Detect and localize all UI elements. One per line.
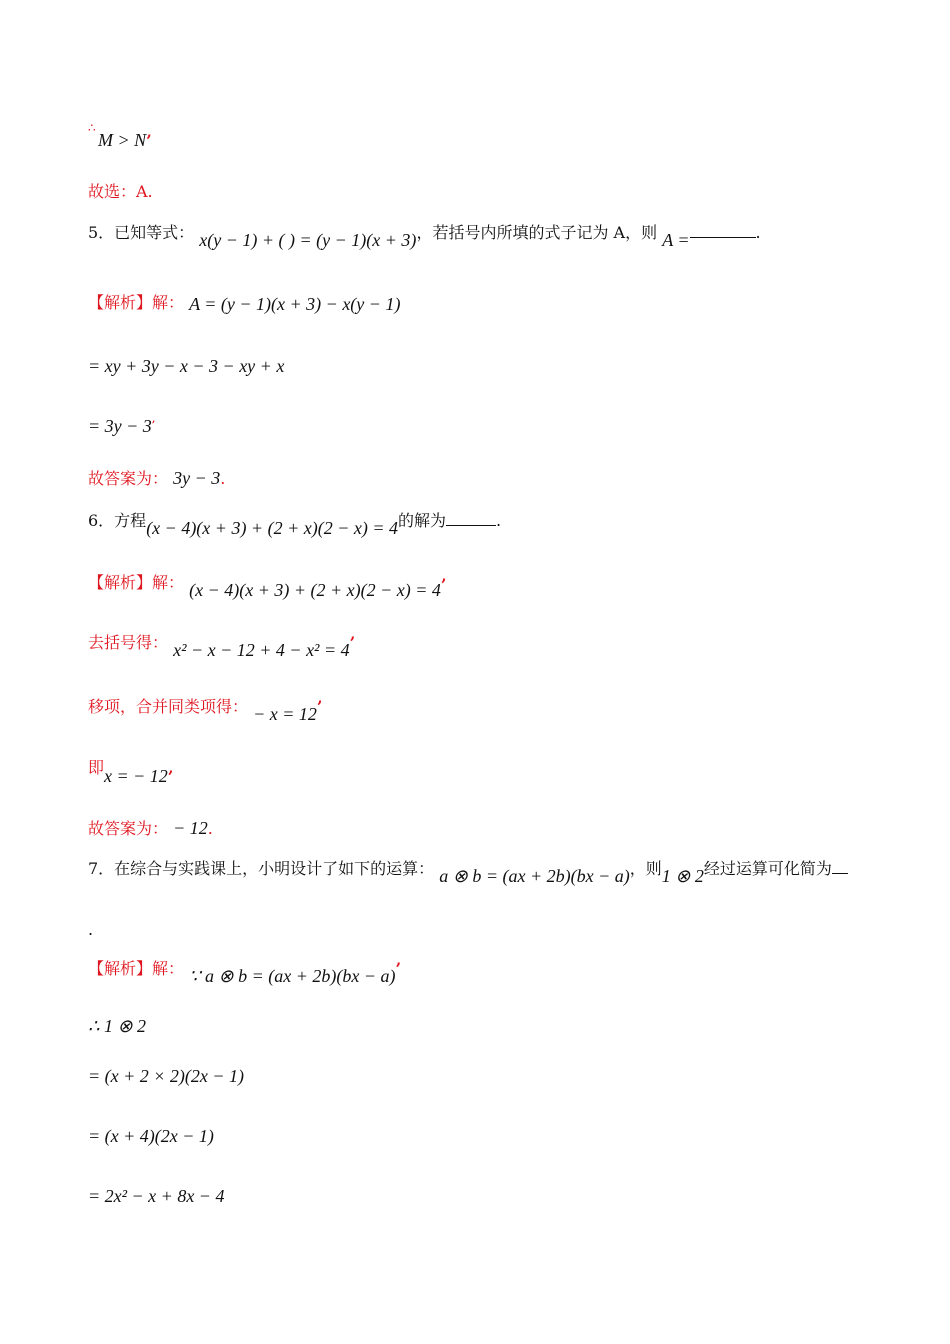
q7-end: 经过运算可化简为 — [703, 859, 832, 878]
q6-step3-tail: ’ — [316, 697, 323, 716]
q5-analysis — [88, 292, 400, 313]
answer-line: 故选：A. — [88, 182, 153, 201]
q6-step1-tail: ’ — [440, 575, 447, 594]
result-expression: M > N — [98, 130, 147, 150]
answer-label: 故答案为： — [88, 819, 169, 838]
q6-step2-label: 去括号得： — [88, 633, 169, 652]
result-line — [98, 130, 152, 151]
q7-expr: 1 ⊗ 2 — [661, 866, 704, 886]
q6-step4-tail: ’ — [167, 767, 174, 786]
q6-equation: (x − 4)(x + 3) + (2 + x)(2 − x) = 4 — [146, 518, 398, 538]
q7-definition: a ⊗ b = (ax + 2b)(bx − a) — [439, 866, 630, 886]
q6-end: . — [496, 511, 502, 530]
q7-step1-tail: ’ — [395, 959, 402, 978]
q5-ask: A = — [662, 230, 690, 250]
analysis-label: 【解析】解： — [88, 573, 185, 592]
q5-step3: = 3y − 3 — [88, 416, 152, 436]
q5-step3-tail: ’ — [151, 420, 156, 431]
answer-blank — [832, 859, 848, 874]
q6-step4: x = − 12 — [104, 766, 168, 786]
q7-step2: ∴ 1 ⊗ 2 — [88, 1016, 147, 1036]
question-5 — [88, 222, 761, 250]
q6-step2-tail: ’ — [349, 633, 356, 652]
q6-mid: 的解为 — [397, 511, 446, 530]
answer-blank — [446, 511, 496, 526]
q6-prefix: 6．方程 — [88, 511, 147, 530]
q7-second-line: . — [88, 920, 94, 939]
question-7 — [88, 858, 848, 886]
q5-step2: = xy + 3y − x − 3 − xy + x — [88, 356, 285, 376]
answer-label: 故答案为： — [88, 469, 169, 488]
q5-end: . — [755, 223, 761, 242]
q6-step4-label: 即 — [88, 758, 105, 777]
q6-analysis — [88, 572, 447, 600]
q7-step5: = 2x² − x + 8x − 4 — [88, 1186, 225, 1206]
question-6 — [88, 510, 502, 538]
q6-answer-value: − 12 — [173, 818, 208, 838]
q5-prefix: 5．已知等式： — [88, 223, 195, 242]
q5-answer-end: . — [220, 469, 226, 488]
result-tail: ’ — [146, 131, 152, 150]
q7-step1: ∵ a ⊗ b = (ax + 2b)(bx − a) — [189, 966, 396, 986]
q6-step3: − x = 12 — [253, 704, 317, 724]
q6-step2-line — [88, 632, 356, 660]
q5-mid: ，若括号内所填的式子记为 A，则 — [416, 223, 658, 242]
q6-step4-line — [104, 766, 173, 787]
q5-step1: A = (y − 1)(x + 3) − x(y − 1) — [189, 294, 401, 314]
q7-prefix: 7．在综合与实践课上，小明设计了如下的运算： — [88, 859, 435, 878]
q5-equation: x(y − 1) + ( ) = (y − 1)(x + 3) — [199, 230, 417, 250]
q5-answer — [88, 468, 225, 489]
q6-step3-label: 移项，合并同类项得： — [88, 697, 249, 716]
q7-step4: = (x + 4)(2x − 1) — [88, 1126, 214, 1146]
q7-mid: ，则 — [629, 859, 662, 878]
q7-analysis — [88, 958, 402, 986]
q6-step3-line — [88, 696, 323, 724]
analysis-label: 【解析】解： — [88, 293, 185, 312]
q6-step1: (x − 4)(x + 3) + (2 + x)(2 − x) = 4 — [189, 580, 441, 600]
therefore-symbol: ∴ — [88, 121, 96, 135]
q7-step3: = (x + 2 × 2)(2x − 1) — [88, 1066, 245, 1086]
q5-answer-value: 3y − 3 — [173, 468, 221, 488]
answer-blank — [690, 223, 756, 238]
q6-answer-end: . — [207, 819, 213, 838]
q6-answer — [88, 818, 213, 839]
q5-step3-line — [88, 416, 155, 437]
q6-step2: x² − x − 12 + 4 − x² = 4 — [173, 640, 350, 660]
analysis-label: 【解析】解： — [88, 959, 185, 978]
